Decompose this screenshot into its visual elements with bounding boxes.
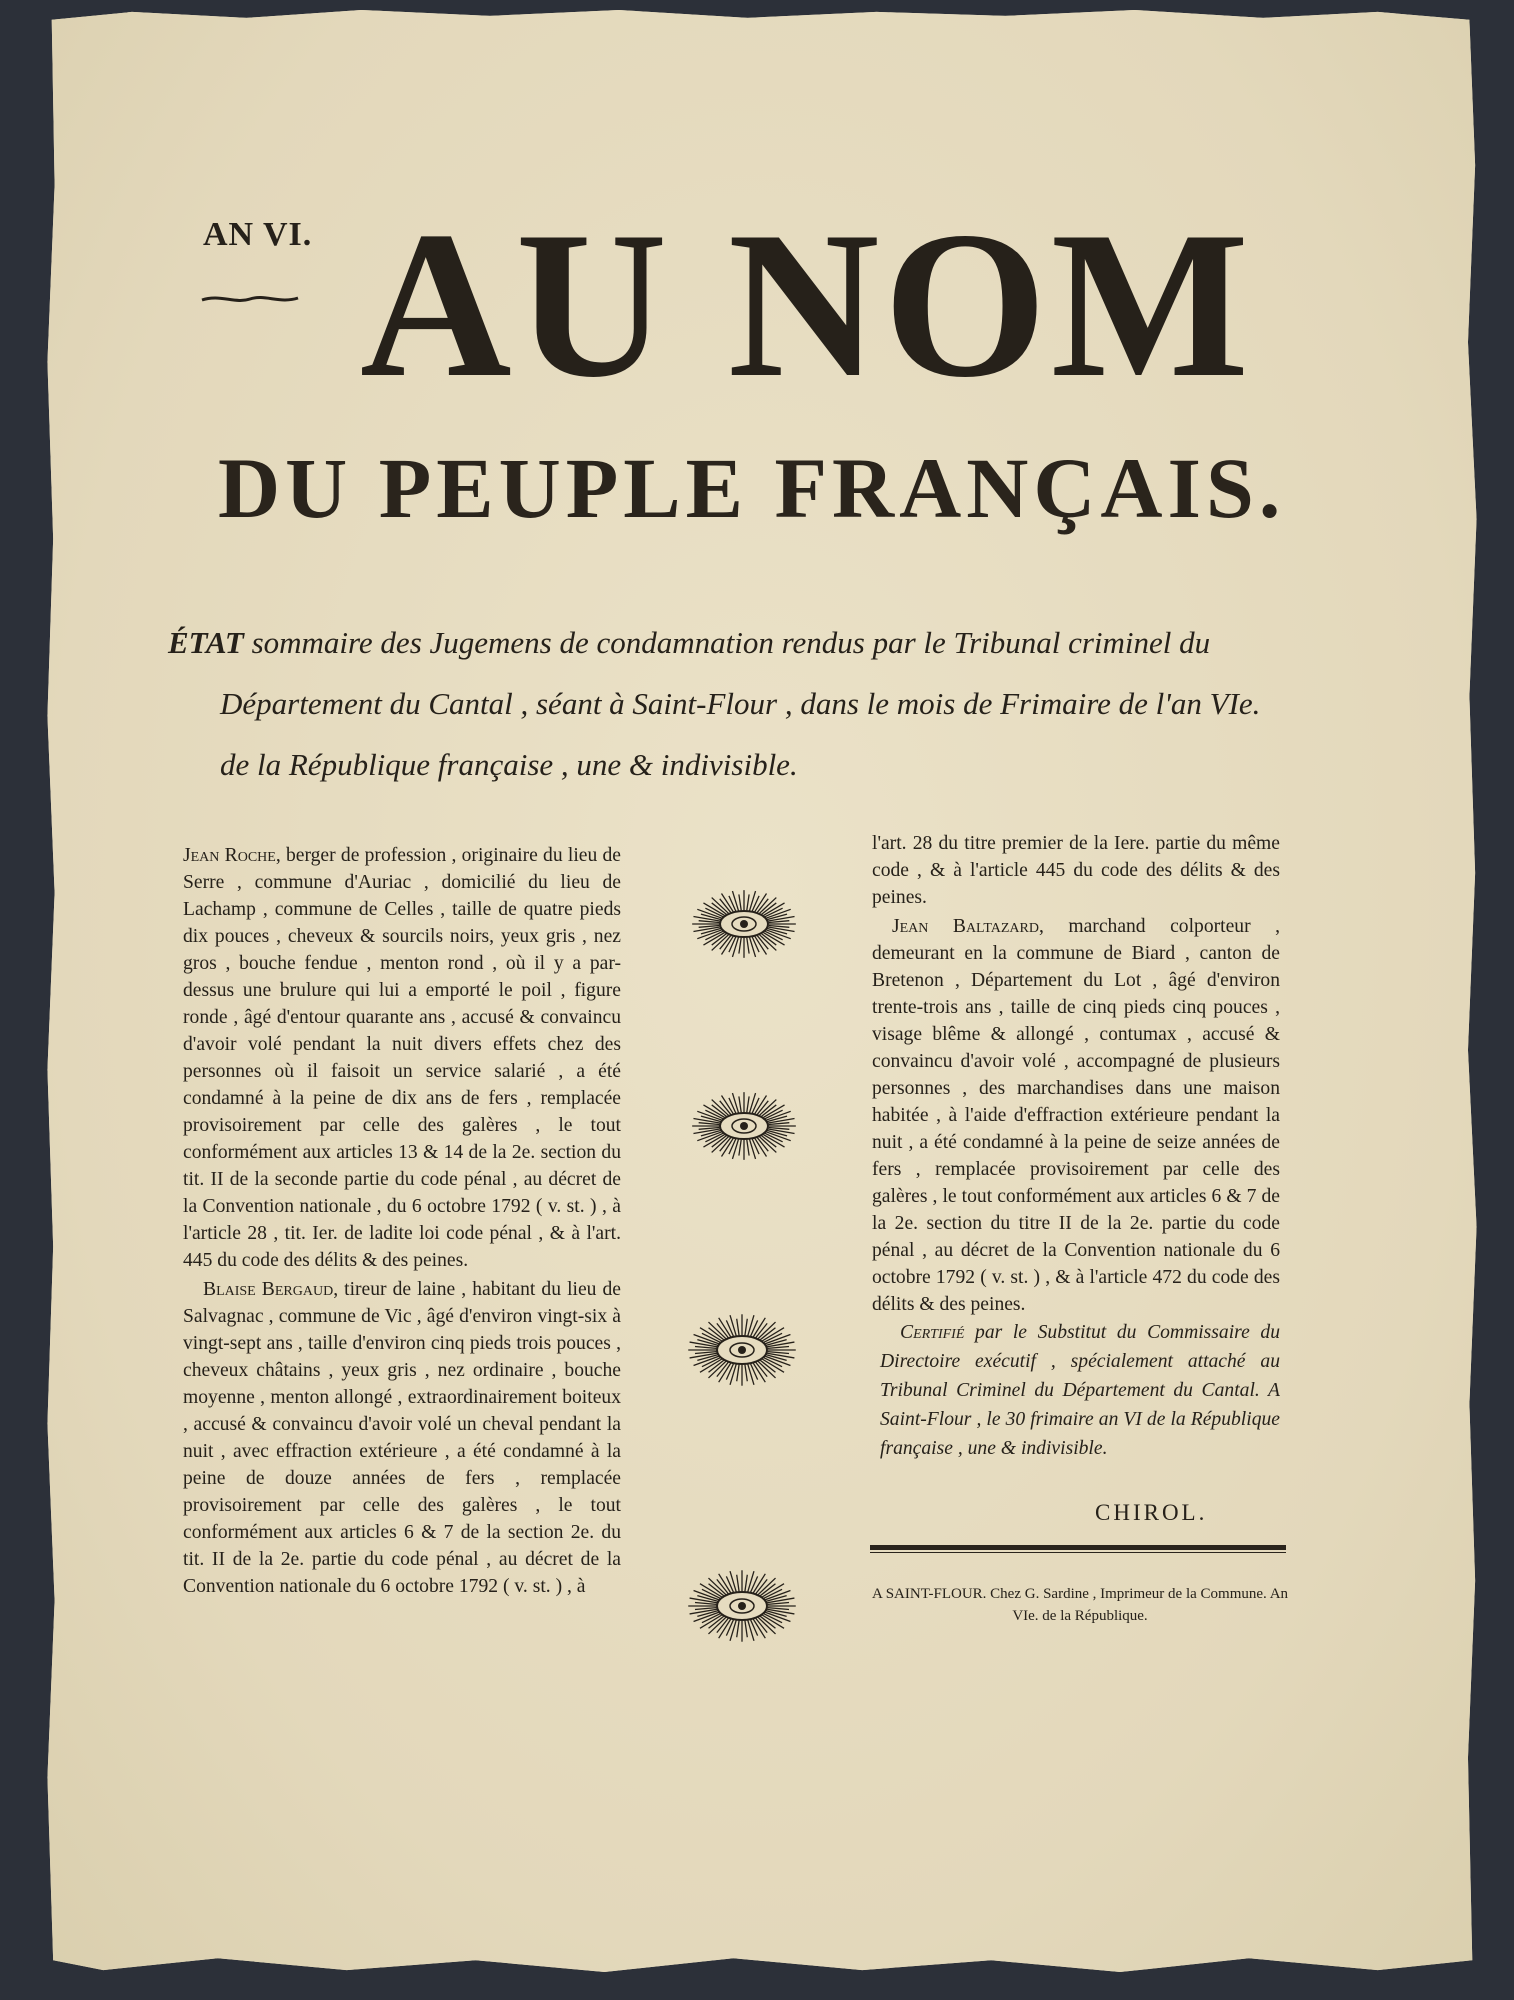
certification-text: [880, 1318, 1280, 1463]
intro-line-1: [168, 612, 1308, 673]
radiant-eye-icon: [690, 888, 798, 960]
main-title: AU NOM: [360, 189, 1254, 421]
intro-lead: ÉTAT: [168, 625, 244, 660]
judgment-entry-3: [872, 913, 1280, 1318]
intro-paragraph: [168, 612, 1308, 795]
judgment-text: , berger de profession , originaire du lieu de Serre , commune d'Auriac , domicilié du lieu de Lachamp , commune de Celles , taille de quatre pieds dix pouces , cheveux & sourcils noirs, yeux gris , nez gros , bouche fendue , menton rond , où il y a par-dessus une brulure qui lui a emporté le poil , figure ronde , âgé d'entour quarante ans , accusé & convaincu d'avoir volé pendant la nuit divers effets chez des personnes où il faisoit un service salarié , a été condamné à la peine de dix ans de fers , remplacée provisoirement par celle des galères , le tout conformément aux articles 13 & 14 de la 2e. section du tit. II de la seconde partie du code pénal , au décret de la Convention nationale , du 6 octobre 1792 ( v. st. ) , à l'article 28 , tit. Ier. de ladite loi code pénal , & à l'art. 445 du code des délits & des peines.: [183, 845, 621, 1271]
judgment-text: , tireur de laine , habitant du lieu de Salvagnac , commune de Vic , âgé d'environ vingt-six à vingt-sept ans , taille d'environ cinq pieds trois pouces , cheveux châtains , yeux gris , nez ordinaire , bouche moyenne , menton allongé , extraordinairement boiteux , accusé & convaincu d'avoir volé un cheval pendant la nuit , avec effraction extérieure , a été condamné à la peine de douze années de fers , remplacée provisoirement par celle des galères , le tout conformément aux articles 6 & 7 de la section 2e. du tit. II de la 2e. partie du code pénal , au décret de la Convention nationale du 6 octobre 1792 ( v. st. ) , à: [183, 1279, 621, 1597]
right-column: [872, 830, 1280, 1318]
subtitle: DU PEUPLE FRANÇAIS.: [218, 440, 1286, 536]
radiant-eye-icon: [690, 1090, 798, 1162]
judgment-entry-1: [183, 842, 621, 1274]
intro-line-1-text: sommaire des Jugemens de condamnation rendus par le Tribunal criminel du: [243, 625, 1211, 660]
defendant-name: Blaise Bergaud: [203, 1279, 334, 1300]
certification-body: par le Substitut du Commissaire du Directoire exécutif , spécialement attaché au Tribunal Criminel du Département du Cantal. A Saint-Flour , le 30 frimaire an VI de la République française , une & indivisible.: [880, 1322, 1280, 1459]
defendant-name: Jean Baltazard: [892, 916, 1039, 937]
certification-lead: Certifié: [900, 1322, 965, 1343]
judgment-continuation: l'art. 28 du titre premier de la Iere. partie du même code , & à l'article 445 du code des délits & des peines.: [872, 833, 1280, 908]
divider-rule: [870, 1545, 1286, 1550]
judgment-entry-2: [183, 1276, 621, 1600]
defendant-name: Jean Roche: [183, 845, 276, 866]
certification-block: [880, 1318, 1280, 1463]
left-column: [183, 842, 621, 1600]
printer-imprint: A SAINT-FLOUR. Chez G. Sardine , Imprimeur de la Commune. An VIe. de la République.: [871, 1586, 1289, 1624]
divider-rule-thin: [870, 1552, 1286, 1553]
year-label: AN VI.: [203, 216, 313, 253]
intro-line-3: de la République française , une & indivisible.: [220, 747, 798, 782]
signature: CHIROL.: [1095, 1500, 1208, 1525]
intro-line-2: Département du Cantal , séant à Saint-Flour , dans le mois de Frimaire de l'an VIe.: [220, 686, 1261, 721]
swash-ornament: [200, 292, 300, 306]
radiant-eye-icon: [686, 1568, 798, 1644]
judgment-text: , marchand colporteur , demeurant en la commune de Biard , canton de Bretenon , Département du Lot , âgé d'environ trente-trois ans , taille de cinq pieds cinq pouces , visage blême & allongé , contumax , accusé & convaincu d'avoir volé , accompagné de plusieurs personnes , des marchandises dans une maison habitée , à l'aide d'effraction extérieure pendant la nuit , a été condamné à la peine de seize années de fers , remplacée provisoirement par celle des galères , le tout conformément aux articles 6 & 7 de la 2e. section du titre II de la 2e. partie du code pénal , au décret de la Convention nationale du 6 octobre 1792 ( v. st. ) , & à l'article 472 du code des délits & des peines.: [872, 916, 1280, 1315]
radiant-eye-icon: [686, 1312, 798, 1388]
